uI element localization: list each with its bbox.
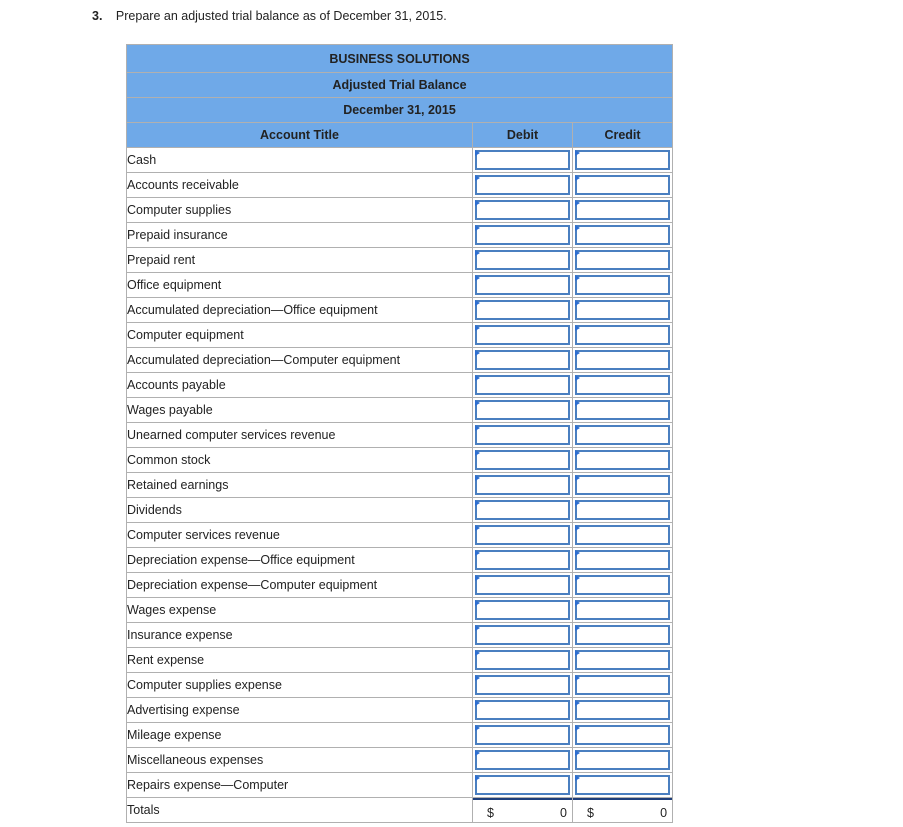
account-name: Wages payable xyxy=(127,398,473,423)
table-row xyxy=(127,723,673,748)
table-row xyxy=(127,398,673,423)
table-row xyxy=(127,598,673,623)
credit-cell xyxy=(573,648,673,673)
table-row xyxy=(127,273,673,298)
debit-input[interactable] xyxy=(475,275,570,295)
table-row xyxy=(127,623,673,648)
debit-cell xyxy=(473,398,573,423)
credit-input[interactable] xyxy=(575,775,670,795)
account-name: Cash xyxy=(127,148,473,173)
credit-cell xyxy=(573,673,673,698)
debit-cell xyxy=(473,723,573,748)
credit-cell xyxy=(573,523,673,548)
table-row xyxy=(127,373,673,398)
debit-input[interactable] xyxy=(475,350,570,370)
debit-input[interactable] xyxy=(475,175,570,195)
debit-input[interactable] xyxy=(475,225,570,245)
credit-cell xyxy=(573,423,673,448)
credit-cell xyxy=(573,223,673,248)
credit-cell xyxy=(573,148,673,173)
debit-input[interactable] xyxy=(475,450,570,470)
debit-input[interactable] xyxy=(475,150,570,170)
credit-cell xyxy=(573,373,673,398)
account-name: Accumulated depreciation—Computer equipment xyxy=(127,348,473,373)
table-row xyxy=(127,748,673,773)
credit-input[interactable] xyxy=(575,675,670,695)
account-name: Rent expense xyxy=(127,648,473,673)
question-number: 3. xyxy=(92,9,103,23)
debit-cell xyxy=(473,548,573,573)
credit-cell xyxy=(573,773,673,798)
table-row xyxy=(127,473,673,498)
debit-cell xyxy=(473,423,573,448)
debit-cell xyxy=(473,498,573,523)
credit-input[interactable] xyxy=(575,250,670,270)
account-name: Accounts receivable xyxy=(127,173,473,198)
debit-input[interactable] xyxy=(475,575,570,595)
credit-input[interactable] xyxy=(575,475,670,495)
table-row xyxy=(127,223,673,248)
debit-input[interactable] xyxy=(475,675,570,695)
credit-input[interactable] xyxy=(575,350,670,370)
credit-total-cell xyxy=(573,798,673,823)
credit-cell xyxy=(573,173,673,198)
account-name: Insurance expense xyxy=(127,623,473,648)
account-name: Accumulated depreciation—Office equipment xyxy=(127,298,473,323)
credit-cell xyxy=(573,623,673,648)
trial-balance-table xyxy=(126,44,673,823)
debit-cell xyxy=(473,448,573,473)
debit-input[interactable] xyxy=(475,250,570,270)
debit-input[interactable] xyxy=(475,625,570,645)
account-name: Depreciation expense—Computer equipment xyxy=(127,573,473,598)
table-row xyxy=(127,148,673,173)
credit-header: Credit xyxy=(573,123,673,148)
debit-input[interactable] xyxy=(475,325,570,345)
table-row xyxy=(127,323,673,348)
account-name: Dividends xyxy=(127,498,473,523)
credit-cell xyxy=(573,598,673,623)
account-name: Computer services revenue xyxy=(127,523,473,548)
credit-input[interactable] xyxy=(575,750,670,770)
debit-input[interactable] xyxy=(475,500,570,520)
statement-date: December 31, 2015 xyxy=(127,98,673,123)
account-name: Prepaid insurance xyxy=(127,223,473,248)
debit-cell xyxy=(473,673,573,698)
credit-cell xyxy=(573,698,673,723)
account-name: Repairs expense—Computer xyxy=(127,773,473,798)
debit-cell xyxy=(473,748,573,773)
credit-cell xyxy=(573,298,673,323)
debit-header: Debit xyxy=(473,123,573,148)
debit-total-value: 0 xyxy=(560,806,567,820)
credit-total-currency: $ xyxy=(587,806,594,820)
debit-input[interactable] xyxy=(475,750,570,770)
table-row xyxy=(127,673,673,698)
table-row xyxy=(127,698,673,723)
account-name: Office equipment xyxy=(127,273,473,298)
account-name: Advertising expense xyxy=(127,698,473,723)
credit-input[interactable] xyxy=(575,600,670,620)
credit-input[interactable] xyxy=(575,150,670,170)
table-row xyxy=(127,548,673,573)
account-name: Computer supplies expense xyxy=(127,673,473,698)
question-text: Prepare an adjusted trial balance as of December 31, 2015. xyxy=(115,9,447,23)
account-name: Prepaid rent xyxy=(127,248,473,273)
debit-input[interactable] xyxy=(475,425,570,445)
debit-input[interactable] xyxy=(475,525,570,545)
debit-input[interactable] xyxy=(475,600,570,620)
credit-input[interactable] xyxy=(575,575,670,595)
credit-cell xyxy=(573,573,673,598)
debit-input[interactable] xyxy=(475,400,570,420)
table-row xyxy=(127,173,673,198)
debit-cell xyxy=(473,323,573,348)
debit-input[interactable] xyxy=(475,300,570,320)
company-name: BUSINESS SOLUTIONS xyxy=(127,45,673,73)
table-row xyxy=(127,773,673,798)
debit-cell xyxy=(473,773,573,798)
credit-input[interactable] xyxy=(575,175,670,195)
table-row xyxy=(127,448,673,473)
credit-cell xyxy=(573,748,673,773)
table-row xyxy=(127,298,673,323)
credit-input[interactable] xyxy=(575,200,670,220)
table-row xyxy=(127,423,673,448)
account-name: Computer equipment xyxy=(127,323,473,348)
debit-input[interactable] xyxy=(475,475,570,495)
credit-cell xyxy=(573,498,673,523)
credit-input[interactable] xyxy=(575,725,670,745)
debit-cell xyxy=(473,173,573,198)
totals-label: Totals xyxy=(127,798,473,823)
account-name: Unearned computer services revenue xyxy=(127,423,473,448)
credit-input[interactable] xyxy=(575,450,670,470)
debit-cell xyxy=(473,523,573,548)
credit-input[interactable] xyxy=(575,625,670,645)
debit-input[interactable] xyxy=(475,550,570,570)
table-row xyxy=(127,648,673,673)
debit-cell xyxy=(473,223,573,248)
debit-cell xyxy=(473,648,573,673)
debit-cell xyxy=(473,598,573,623)
debit-cell xyxy=(473,698,573,723)
debit-cell xyxy=(473,248,573,273)
credit-input[interactable] xyxy=(575,500,670,520)
debit-input[interactable] xyxy=(475,650,570,670)
account-name: Wages expense xyxy=(127,598,473,623)
account-name: Retained earnings xyxy=(127,473,473,498)
table-row xyxy=(127,248,673,273)
credit-input[interactable] xyxy=(575,325,670,345)
credit-cell xyxy=(573,198,673,223)
debit-cell xyxy=(473,348,573,373)
credit-cell xyxy=(573,323,673,348)
debit-cell xyxy=(473,573,573,598)
credit-input[interactable] xyxy=(575,700,670,720)
account-name: Mileage expense xyxy=(127,723,473,748)
credit-cell xyxy=(573,348,673,373)
totals-row xyxy=(127,798,673,823)
credit-cell xyxy=(573,548,673,573)
credit-cell xyxy=(573,723,673,748)
credit-cell xyxy=(573,398,673,423)
account-name: Accounts payable xyxy=(127,373,473,398)
credit-input[interactable] xyxy=(575,275,670,295)
account-name: Common stock xyxy=(127,448,473,473)
table-row xyxy=(127,523,673,548)
credit-input[interactable] xyxy=(575,650,670,670)
credit-input[interactable] xyxy=(575,300,670,320)
debit-cell xyxy=(473,373,573,398)
debit-input[interactable] xyxy=(475,725,570,745)
credit-cell xyxy=(573,273,673,298)
credit-input[interactable] xyxy=(575,400,670,420)
table-row xyxy=(127,348,673,373)
credit-cell xyxy=(573,448,673,473)
debit-input[interactable] xyxy=(475,700,570,720)
credit-input[interactable] xyxy=(575,425,670,445)
debit-total-currency: $ xyxy=(487,806,494,820)
account-title-header: Account Title xyxy=(127,123,473,148)
table-row xyxy=(127,198,673,223)
debit-cell xyxy=(473,273,573,298)
debit-input[interactable] xyxy=(475,200,570,220)
account-name: Miscellaneous expenses xyxy=(127,748,473,773)
credit-cell xyxy=(573,248,673,273)
debit-cell xyxy=(473,623,573,648)
debit-total-cell xyxy=(473,798,573,823)
debit-cell xyxy=(473,198,573,223)
account-name: Computer supplies xyxy=(127,198,473,223)
debit-cell xyxy=(473,148,573,173)
debit-input[interactable] xyxy=(475,375,570,395)
table-row xyxy=(127,573,673,598)
account-name: Depreciation expense—Office equipment xyxy=(127,548,473,573)
credit-input[interactable] xyxy=(575,225,670,245)
credit-input[interactable] xyxy=(575,375,670,395)
credit-input[interactable] xyxy=(575,525,670,545)
debit-cell xyxy=(473,473,573,498)
debit-cell xyxy=(473,298,573,323)
credit-input[interactable] xyxy=(575,550,670,570)
credit-cell xyxy=(573,473,673,498)
statement-title: Adjusted Trial Balance xyxy=(127,73,673,98)
table-row xyxy=(127,498,673,523)
debit-input[interactable] xyxy=(475,775,570,795)
question-prompt xyxy=(92,9,447,23)
credit-total-value: 0 xyxy=(660,806,668,820)
